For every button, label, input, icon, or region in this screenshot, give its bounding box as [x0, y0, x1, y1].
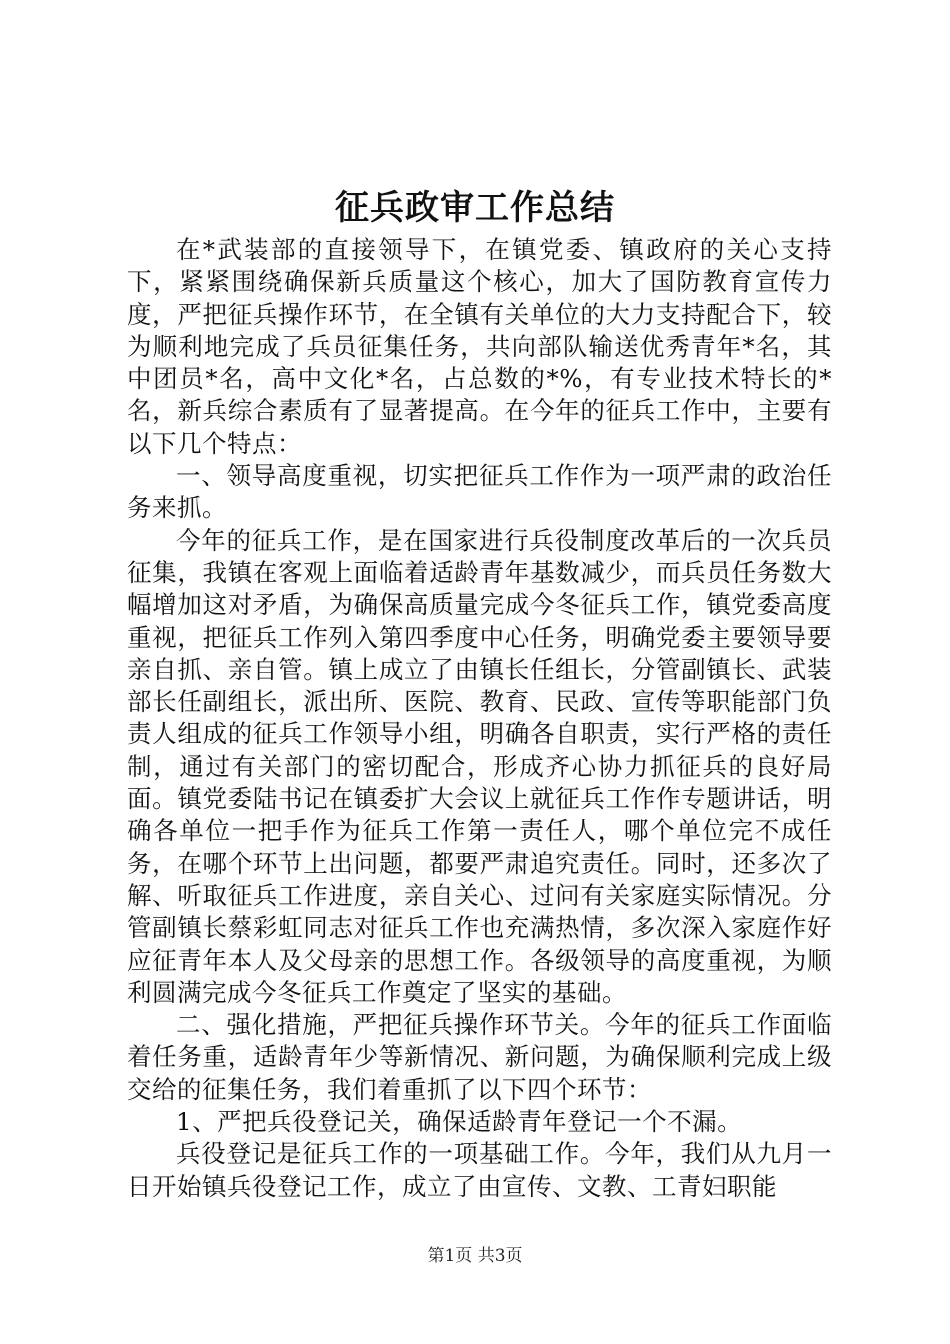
paragraph-item-1-body: 兵役登记是征兵工作的一项基础工作。今年，我们从九月一日开始镇兵役登记工作，成立了由宣传、文教、工青妇职能 [127, 1139, 832, 1201]
page-footer: 第1页 共3页 [427, 1246, 523, 1266]
paragraph-section-2-heading: 二、强化措施，严把征兵操作环节关。今年的征兵工作面临着任务重，适龄青年少等新情况、新问题，为确保顺利完成上级交给的征集任务，我们着重抓了以下四个环节： [127, 1010, 832, 1104]
document-title: 征兵政审工作总结 [335, 188, 615, 228]
paragraph-section-1-body: 今年的征兵工作，是在国家进行兵役制度改革后的一次兵员征集，我镇在客观上面临着适龄青年基数减少，而兵员任务数大幅增加这对矛盾，为确保高质量完成今冬征兵工作，镇党委高度重视，把征兵工作列入第四季度中心任务，明确党委主要领导要亲自抓、亲自管。镇上成立了由镇长任组长，分管副镇长、武装部长任副组长，派出所、医院、教育、民政、宣传等职能部门负责人组成的征兵工作领导小组，明确各自职责，实行严格的责任制，通过有关部门的密切配合，形成齐心协力抓征兵的良好局面。镇党委陆书记在镇委扩大会议上就征兵工作作专题讲话，明确各单位一把手作为征兵工作第一责任人，哪个单位完不成任务，在哪个环节上出问题，都要严肃追究责任。同时，还多次了解、听取征兵工作进度，亲自关心、过问有关家庭实际情况。分管副镇长蔡彩虹同志对征兵工作也充满热情，多次深入家庭作好应征青年本人及父母亲的思想工作。各级领导的高度重视，为顺利圆满完成今冬征兵工作奠定了坚实的基础。 [127, 525, 832, 1007]
paragraph-item-1-heading: 1、严把兵役登记关，确保适龄青年登记一个不漏。 [176, 1107, 743, 1137]
paragraph-section-1-heading: 一、领导高度重视，切实把征兵工作作为一项严肃的政治任务来抓。 [127, 461, 832, 523]
paragraph-intro: 在*武装部的直接领导下，在镇党委、镇政府的关心支持下，紧紧围绕确保新兵质量这个核心，加大了国防教育宣传力度，严把征兵操作环节，在全镇有关单位的大力支持配合下，较为顺利地完成了兵员征集任务，共向部队输送优秀青年*名，其中团员*名，高中文化*名，占总数的*%，有专业技术特长的*名，新兵综合素质有了显著提高。在今年的征兵工作中，主要有以下几个特点： [127, 235, 832, 458]
document-body [127, 234, 832, 1203]
